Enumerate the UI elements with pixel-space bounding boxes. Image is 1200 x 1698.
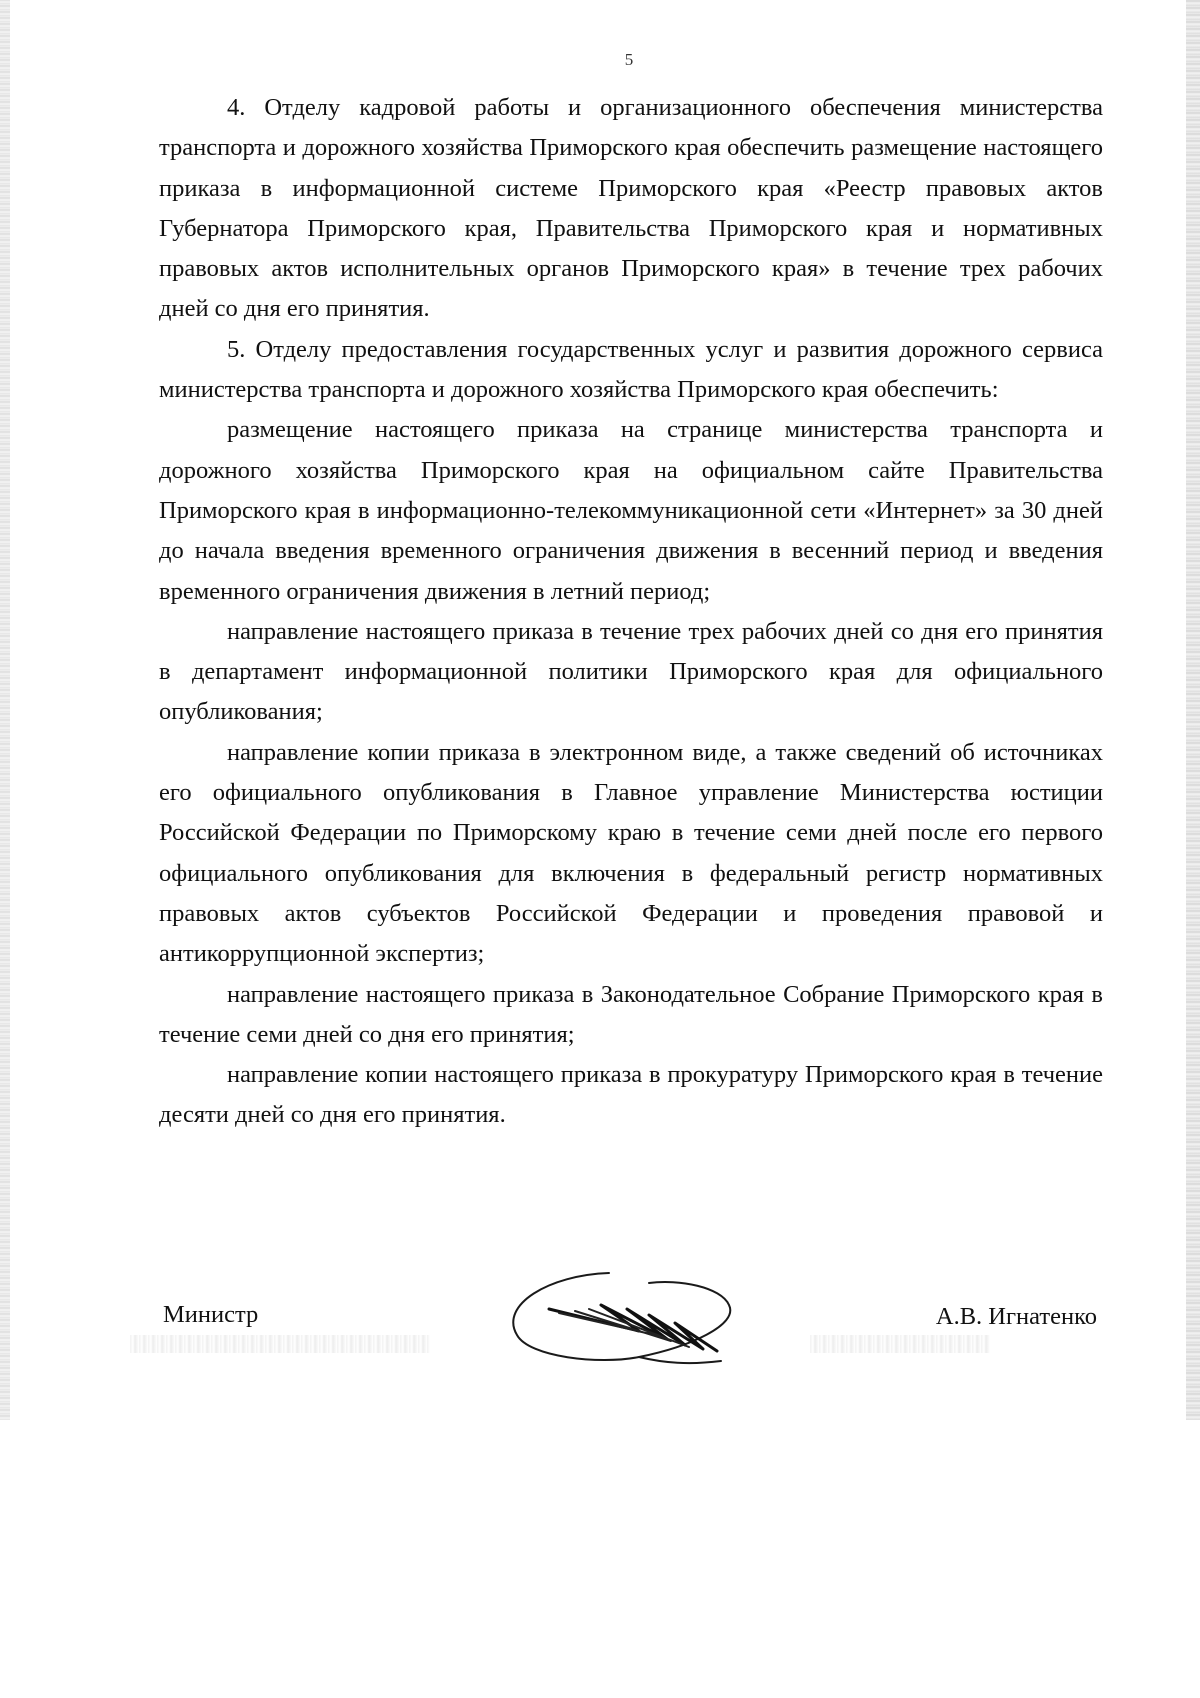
paragraph-5-item-publication: направление настоящего приказа в течение трех рабочих дней со дня его принятия в департамент информационной политики Приморского края для официального опубликования; <box>159 617 1103 726</box>
paragraph-4: 4. Отделу кадровой работы и организационного обеспечения министерства транспорта и дорожного хозяйства Приморского края обеспечить размещение настоящего приказа в информационной системе Приморского края «Реестр правовых актов Губернатора Приморского края, Правительства Приморского края и нормативных правовых актов исполнительных органов Приморского края» в течение трех рабочих дней со дня его принятия. <box>159 94 1103 323</box>
paragraph-5-item-justice-ministry: направление копии приказа в электронном виде, а также сведений об источниках его официального опубликования в Главное управление Министерства юстиции Российской Федерации по Приморскому краю в течение семи дней после его первого официального опубликования для включения в федеральный регистр нормативных правовых актов субъектов Российской Федерации и проведения правовой и антикоррупционной экспертиз; <box>159 738 1103 968</box>
paragraph-5-item-website: размещение настоящего приказа на странице министерства транспорта и дорожного хозяйства Приморского края на официальном сайте Правительства Приморского края в информационно-телекоммуникационной сети «Интернет» за 30 дней до начала введения временного ограничения движения в весенний период и введения временного ограничения движения в летний период; <box>159 416 1103 605</box>
signatory-title: Министр <box>163 1301 259 1328</box>
paragraph-5-item-legislative-assembly: направление настоящего приказа в Законодательное Собрание Приморского края в течение семи дней со дня его принятия; <box>159 980 1103 1048</box>
signature-block <box>159 1265 1103 1385</box>
handwritten-signature <box>489 1265 749 1385</box>
scan-edge-right <box>1186 0 1200 1420</box>
scan-noise <box>130 1335 430 1353</box>
scan-noise <box>810 1335 990 1353</box>
document-body <box>159 88 1103 1136</box>
paragraph-5: 5. Отделу предоставления государственных услуг и развития дорожного сервиса министерства транспорта и дорожного хозяйства Приморского края обеспечить: <box>159 335 1103 404</box>
paragraph-5-item-prosecutor: направление копии настоящего приказа в прокуратуру Приморского края в течение десяти дней со дня его принятия. <box>159 1061 1103 1129</box>
page-number: 5 <box>624 50 634 69</box>
scan-edge-left <box>0 0 10 1420</box>
signatory-name: А.В. Игнатенко <box>935 1303 1097 1330</box>
